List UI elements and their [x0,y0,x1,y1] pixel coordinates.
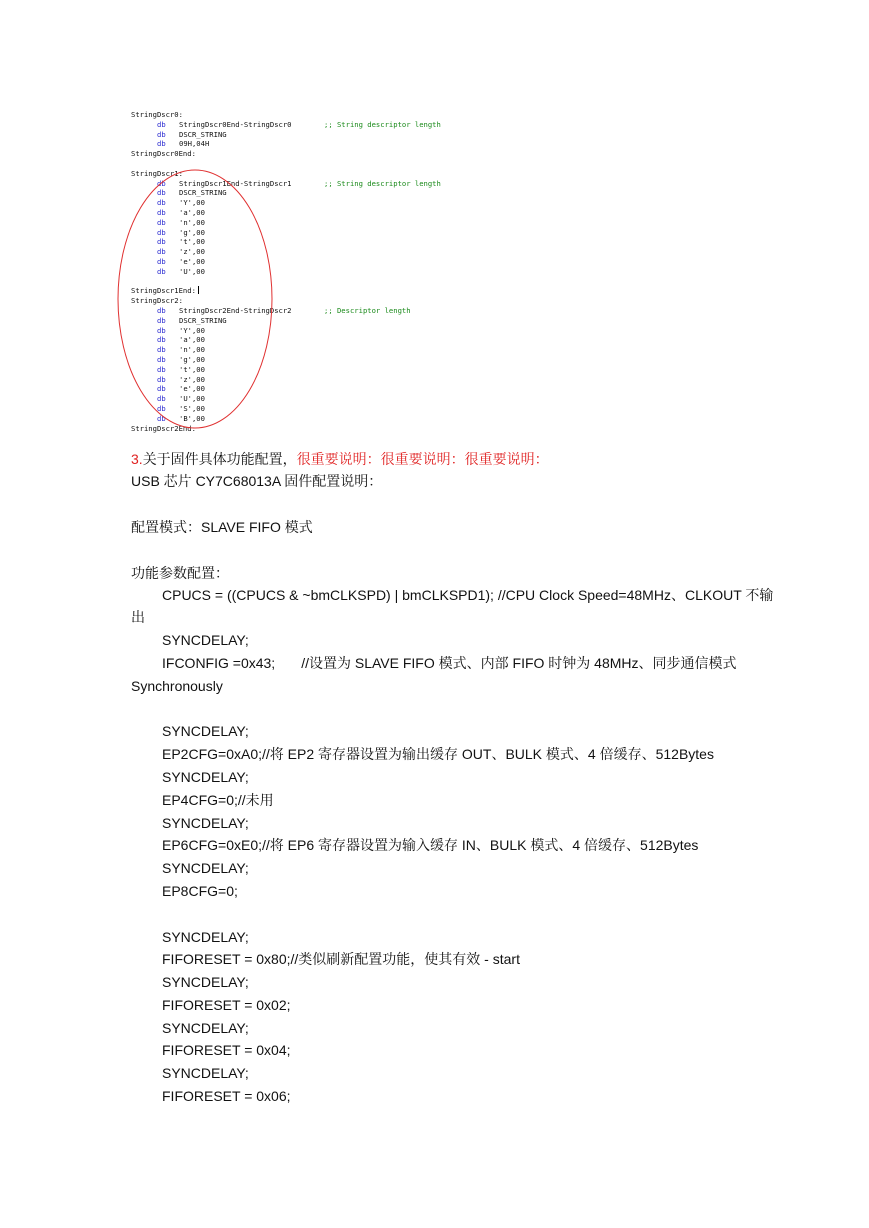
code-keyword: db [157,139,166,149]
syncdelay-line: SYNCDELAY; [162,769,249,785]
code-comment: ;; String descriptor length [324,178,441,188]
code-operand: 'z',00 [179,247,205,257]
code-keyword: db [157,119,166,129]
code-operand: DSCR_STRING [179,315,227,325]
code-keyword: db [157,198,166,208]
code-operand: StringDscr0End-StringDscr0 [179,119,292,129]
code-operand: 09H,04H [179,139,210,149]
heading-emphasis: 很重要说明：很重要说明：很重要说明： [296,451,549,467]
code-keyword: db [157,266,166,276]
code-operand: 'g',00 [179,355,205,364]
usb-chip-line: USB 芯片 CY7C68013A 固件配置说明： [131,473,383,489]
ep4cfg-line: EP4CFG=0;//未用 [162,792,274,808]
code-keyword: db [157,404,166,413]
code-operand: DSCR_STRING [179,188,227,198]
fiforeset-04-line: FIFORESET = 0x04; [162,1042,291,1058]
ep2cfg-line: EP2CFG=0xA0;//将 EP2 寄存器设置为输出缓存 OUT、BULK 模式、4 倍缓存、512Bytes [162,746,714,762]
heading-text: 关于固件具体功能配置， [142,451,297,467]
code-keyword: db [157,325,166,335]
code-operand: 'a',00 [179,208,205,217]
code-keyword: db [157,178,166,188]
syncdelay-line: SYNCDELAY; [162,1020,249,1036]
code-keyword: db [157,257,166,266]
section-heading [131,449,549,469]
code-keyword: db [157,129,166,139]
code-operand: StringDscr2End-StringDscr2 [179,306,292,315]
syncdelay-line: SYNCDELAY; [162,723,249,739]
code-label: StringDscr1End: [131,286,196,296]
code-comment: ;; String descriptor length [324,119,441,129]
code-comment: ;; Descriptor length [324,306,411,315]
fiforeset-02-line: FIFORESET = 0x02; [162,997,291,1013]
code-keyword: db [157,335,166,345]
ep8cfg-line: EP8CFG=0; [162,883,238,899]
code-keyword: db [157,413,166,423]
code-label-line [131,149,551,158]
code-label: StringDscr0End: [131,149,196,159]
code-keyword: db [157,217,166,227]
syncdelay-line: SYNCDELAY; [162,974,249,990]
code-operand: DSCR_STRING [179,129,227,139]
code-operand: StringDscr1End-StringDscr1 [179,178,292,188]
ifconfig-code: IFCONFIG =0x43; [162,655,276,671]
annotation-ellipse [116,168,286,436]
code-label: StringDscr1: [131,168,183,178]
code-label: StringDscr0: [131,110,183,119]
code-keyword: db [157,188,166,198]
code-operand: 'g',00 [179,227,205,237]
code-operand: 't',00 [179,364,205,374]
ifconfig-wrap: Synchronously [131,678,223,694]
code-keyword: db [157,394,166,404]
code-operand: 'Y',00 [179,198,205,208]
code-operand: 'U',00 [179,394,205,404]
params-title: 功能参数配置： [131,565,229,581]
syncdelay-line: SYNCDELAY; [162,815,249,831]
code-keyword: db [157,374,166,384]
cpucs-wrap: 出 [131,609,145,625]
code-operand: 'Y',00 [179,325,205,335]
syncdelay-line: SYNCDELAY; [162,860,249,876]
code-keyword: db [157,355,166,364]
code-db-line [131,120,551,129]
syncdelay-line: SYNCDELAY; [162,929,249,945]
code-keyword: db [157,315,166,325]
code-operand: 'a',00 [179,335,205,345]
code-operand: 'U',00 [179,266,205,276]
fiforeset-06-line: FIFORESET = 0x06; [162,1088,291,1104]
ifconfig-line [162,653,737,673]
code-db-line [131,139,551,148]
fiforeset-80-line: FIFORESET = 0x80;//类似刷新配置功能，使其有效 - start [162,951,520,967]
mode-line: 配置模式：SLAVE FIFO 模式 [131,519,313,535]
code-operand: 'n',00 [179,345,205,355]
ep6cfg-line: EP6CFG=0xE0;//将 EP6 寄存器设置为输入缓存 IN、BULK 模式、4 倍缓存、512Bytes [162,837,699,853]
code-operand: 'e',00 [179,257,205,266]
code-keyword: db [157,237,166,247]
code-label: StringDscr2: [131,296,183,306]
syncdelay-line: SYNCDELAY; [162,1065,249,1081]
code-keyword: db [157,208,166,217]
code-keyword: db [157,345,166,355]
syncdelay-line: SYNCDELAY; [162,632,249,648]
code-keyword: db [157,306,166,315]
code-db-line [131,130,551,139]
ifconfig-comment: //设置为 SLAVE FIFO 模式、内部 FIFO 时钟为 48MHz、同步通信模式 [301,655,737,671]
cpucs-line: CPUCS = ((CPUCS & ~bmCLKSPD) | bmCLKSPD1); //CPU Clock Speed=48MHz、CLKOUT 不输 [162,587,774,603]
heading-number: 3. [131,451,143,467]
code-keyword: db [157,364,166,374]
code-label: StringDscr2End: [131,423,196,433]
code-operand: 't',00 [179,237,205,247]
code-label-line [131,110,551,119]
code-operand: 'e',00 [179,384,205,394]
code-operand: 'n',00 [179,217,205,227]
code-keyword: db [157,384,166,394]
code-operand: 'z',00 [179,374,205,384]
code-operand: 'S',00 [179,404,205,413]
code-operand: 'B',00 [179,413,205,423]
code-keyword: db [157,247,166,257]
code-keyword: db [157,227,166,237]
